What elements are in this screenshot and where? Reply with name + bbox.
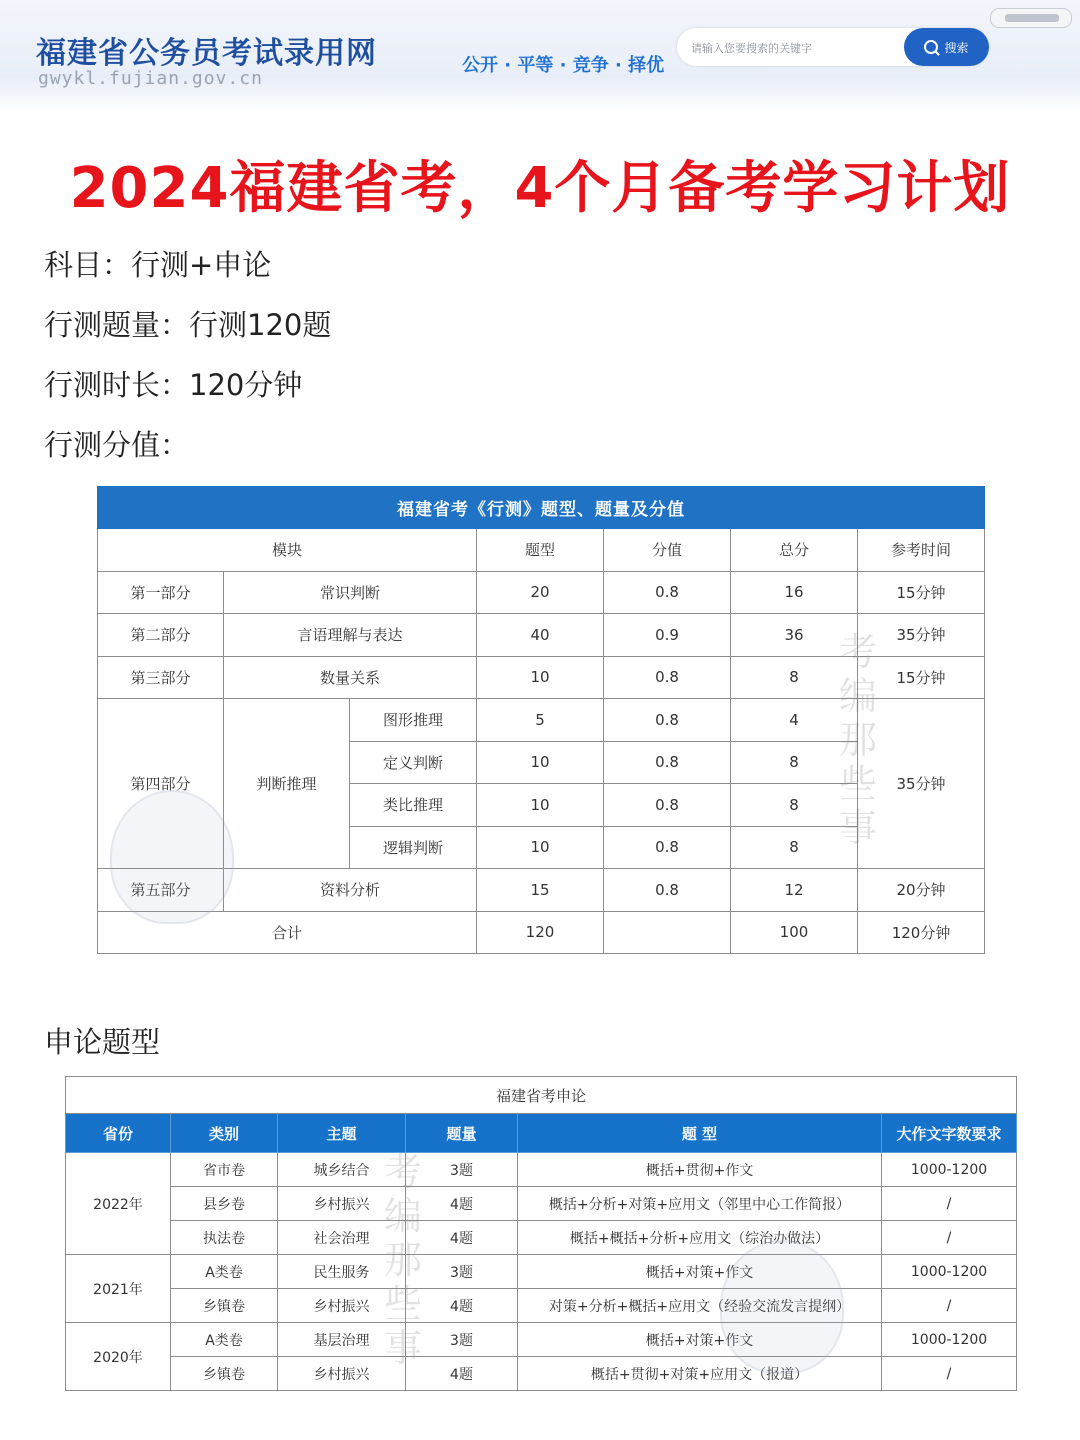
- count-cell: 10: [477, 826, 604, 869]
- part-cell: 第五部分: [98, 869, 224, 912]
- total-cell: 8: [731, 741, 858, 784]
- total-cell: 16: [731, 571, 858, 614]
- count-cell: 120: [477, 911, 604, 954]
- type-cell: 概括+贯彻+作文: [518, 1153, 882, 1187]
- count-cell: 3题: [406, 1153, 518, 1187]
- site-name[interactable]: 福建省公务员考试录用网: [36, 36, 377, 71]
- total-label-cell: 合计: [98, 911, 477, 954]
- table-caption: 福建省考申论: [66, 1077, 1017, 1114]
- column-header: 类别: [171, 1114, 278, 1153]
- time-cell: 15分钟: [858, 571, 985, 614]
- type-cell: 概括+贯彻+对策+应用文（报道）: [518, 1357, 882, 1391]
- type-cell: 概括+分析+对策+应用文（邻里中心工作简报）: [518, 1187, 882, 1221]
- score-cell: 0.8: [604, 699, 731, 742]
- search-button[interactable]: [904, 28, 989, 66]
- info-question-count: 行测题量：行测120题: [44, 308, 332, 342]
- column-header: 主题: [278, 1114, 406, 1153]
- column-header: 题量: [406, 1114, 518, 1153]
- site-slogan: 公开 · 平等 · 竞争 · 择优: [462, 55, 665, 76]
- type-cell: 概括+概括+分析+应用文（综治办做法）: [518, 1221, 882, 1255]
- theme-cell: 乡村振兴: [278, 1187, 406, 1221]
- time-cell: 35分钟: [858, 614, 985, 657]
- search-box: [677, 28, 989, 66]
- watermark-char: 事: [838, 806, 877, 850]
- count-cell: 3题: [406, 1255, 518, 1289]
- part-cell: 第三部分: [98, 656, 224, 699]
- part-cell: 第一部分: [98, 571, 224, 614]
- info-subjects: 科目：行测+申论: [44, 248, 272, 282]
- type-cell: 对策+分析+概括+应用文（经验交流发言提纲）: [518, 1289, 882, 1323]
- watermark-char: 那: [383, 1238, 422, 1282]
- table-row: [98, 571, 985, 614]
- count-cell: 4题: [406, 1221, 518, 1255]
- watermark-char: 编: [383, 1194, 422, 1238]
- part-cell: 第二部分: [98, 614, 224, 657]
- page-title: 2024福建省考，4个月备考学习计划: [69, 156, 1011, 221]
- total-cell: 12: [731, 869, 858, 912]
- theme-cell: 民生服务: [278, 1255, 406, 1289]
- column-header: 参考时间: [858, 529, 985, 572]
- theme-cell: 基层治理: [278, 1323, 406, 1357]
- shenlun-type-table: [65, 1076, 1017, 1391]
- watermark-char: 事: [383, 1326, 422, 1370]
- table-caption: 福建省考《行测》题型、题量及分值: [98, 487, 985, 529]
- category-cell: 省市卷: [171, 1153, 278, 1187]
- category-cell: 执法卷: [171, 1221, 278, 1255]
- count-cell: 10: [477, 656, 604, 699]
- user-account-pill[interactable]: [990, 8, 1072, 28]
- total-cell: 100: [731, 911, 858, 954]
- time-cell: 35分钟: [858, 699, 985, 869]
- table-total-row: [98, 911, 985, 954]
- year-cell: 2021年: [66, 1255, 171, 1323]
- score-cell: 0.8: [604, 784, 731, 827]
- word-req-cell: /: [882, 1187, 1017, 1221]
- info-score-label: 行测分值：: [44, 428, 190, 462]
- theme-cell: 乡村振兴: [278, 1357, 406, 1391]
- count-cell: 20: [477, 571, 604, 614]
- total-cell: 36: [731, 614, 858, 657]
- time-cell: 15分钟: [858, 656, 985, 699]
- section-title: 申论题型: [44, 1025, 161, 1059]
- count-cell: 4题: [406, 1357, 518, 1391]
- info-duration: 行测时长：120分钟: [44, 368, 303, 402]
- search-input[interactable]: [689, 37, 893, 59]
- year-cell: 2020年: [66, 1323, 171, 1391]
- module-cell: 判断推理: [224, 699, 350, 869]
- score-cell: 0.8: [604, 869, 731, 912]
- column-header: 题型: [477, 529, 604, 572]
- word-req-cell: /: [882, 1357, 1017, 1391]
- count-cell: 10: [477, 784, 604, 827]
- year-cell: 2022年: [66, 1153, 171, 1255]
- theme-cell: 社会治理: [278, 1221, 406, 1255]
- search-icon: [924, 40, 938, 54]
- table-header-row: [66, 1114, 1017, 1153]
- word-req-cell: 1000-1200: [882, 1153, 1017, 1187]
- word-req-cell: 1000-1200: [882, 1255, 1017, 1289]
- column-header: 省份: [66, 1114, 171, 1153]
- category-cell: A类卷: [171, 1323, 278, 1357]
- total-cell: 4: [731, 699, 858, 742]
- count-cell: 10: [477, 741, 604, 784]
- module-cell: 常识判断: [224, 571, 477, 614]
- watermark-char: 编: [838, 674, 877, 718]
- category-cell: A类卷: [171, 1255, 278, 1289]
- table-row: [66, 1187, 1017, 1221]
- table-row: [66, 1323, 1017, 1357]
- table-row: [66, 1255, 1017, 1289]
- column-header: 总分: [731, 529, 858, 572]
- watermark-text: [381, 1150, 425, 1370]
- category-cell: 乡镇卷: [171, 1357, 278, 1391]
- time-cell: 120分钟: [858, 911, 985, 954]
- watermark-char: 些: [383, 1282, 422, 1326]
- count-cell: 4题: [406, 1187, 518, 1221]
- sub-module-cell: 定义判断: [350, 741, 477, 784]
- total-cell: 8: [731, 826, 858, 869]
- category-cell: 县乡卷: [171, 1187, 278, 1221]
- count-cell: 4题: [406, 1289, 518, 1323]
- score-cell: 0.8: [604, 656, 731, 699]
- word-req-cell: 1000-1200: [882, 1323, 1017, 1357]
- table-row: [66, 1289, 1017, 1323]
- word-req-cell: /: [882, 1221, 1017, 1255]
- score-cell: 0.8: [604, 826, 731, 869]
- module-cell: 资料分析: [224, 869, 477, 912]
- watermark-char: 些: [838, 762, 877, 806]
- search-button-label: 搜索: [944, 40, 969, 55]
- score-cell: 0.8: [604, 571, 731, 614]
- count-cell: 40: [477, 614, 604, 657]
- theme-cell: 乡村振兴: [278, 1289, 406, 1323]
- type-cell: 概括+对策+作文: [518, 1255, 882, 1289]
- column-header: 模块: [98, 529, 477, 572]
- theme-cell: 城乡结合: [278, 1153, 406, 1187]
- total-cell: 8: [731, 784, 858, 827]
- word-req-cell: /: [882, 1289, 1017, 1323]
- count-cell: 15: [477, 869, 604, 912]
- watermark-text: [836, 630, 880, 850]
- table-row: [66, 1221, 1017, 1255]
- watermark-char: 考: [383, 1150, 422, 1194]
- category-cell: 乡镇卷: [171, 1289, 278, 1323]
- mascot-watermark-image: [110, 790, 234, 924]
- site-url[interactable]: gwykl.fujian.gov.cn: [38, 68, 263, 89]
- part-cell: 第四部分: [98, 699, 224, 869]
- total-cell: 8: [731, 656, 858, 699]
- sub-module-cell: 图形推理: [350, 699, 477, 742]
- time-cell: 20分钟: [858, 869, 985, 912]
- watermark-char: 那: [838, 718, 877, 762]
- score-cell: 0.9: [604, 614, 731, 657]
- module-cell: 数量关系: [224, 656, 477, 699]
- count-cell: 3题: [406, 1323, 518, 1357]
- mascot-watermark-image: [720, 1240, 844, 1374]
- sub-module-cell: 类比推理: [350, 784, 477, 827]
- sub-module-cell: 逻辑判断: [350, 826, 477, 869]
- watermark-char: 考: [838, 630, 877, 674]
- score-cell: 0.8: [604, 741, 731, 784]
- site-header: [0, 0, 1080, 112]
- column-header: 分值: [604, 529, 731, 572]
- type-cell: 概括+对策+作文: [518, 1323, 882, 1357]
- column-header: 大作文字数要求: [882, 1114, 1017, 1153]
- column-header: 题 型: [518, 1114, 882, 1153]
- score-cell: [604, 911, 731, 954]
- table-header-row: [98, 529, 985, 572]
- table-row: [66, 1357, 1017, 1391]
- count-cell: 5: [477, 699, 604, 742]
- table-row: [66, 1153, 1017, 1187]
- module-cell: 言语理解与表达: [224, 614, 477, 657]
